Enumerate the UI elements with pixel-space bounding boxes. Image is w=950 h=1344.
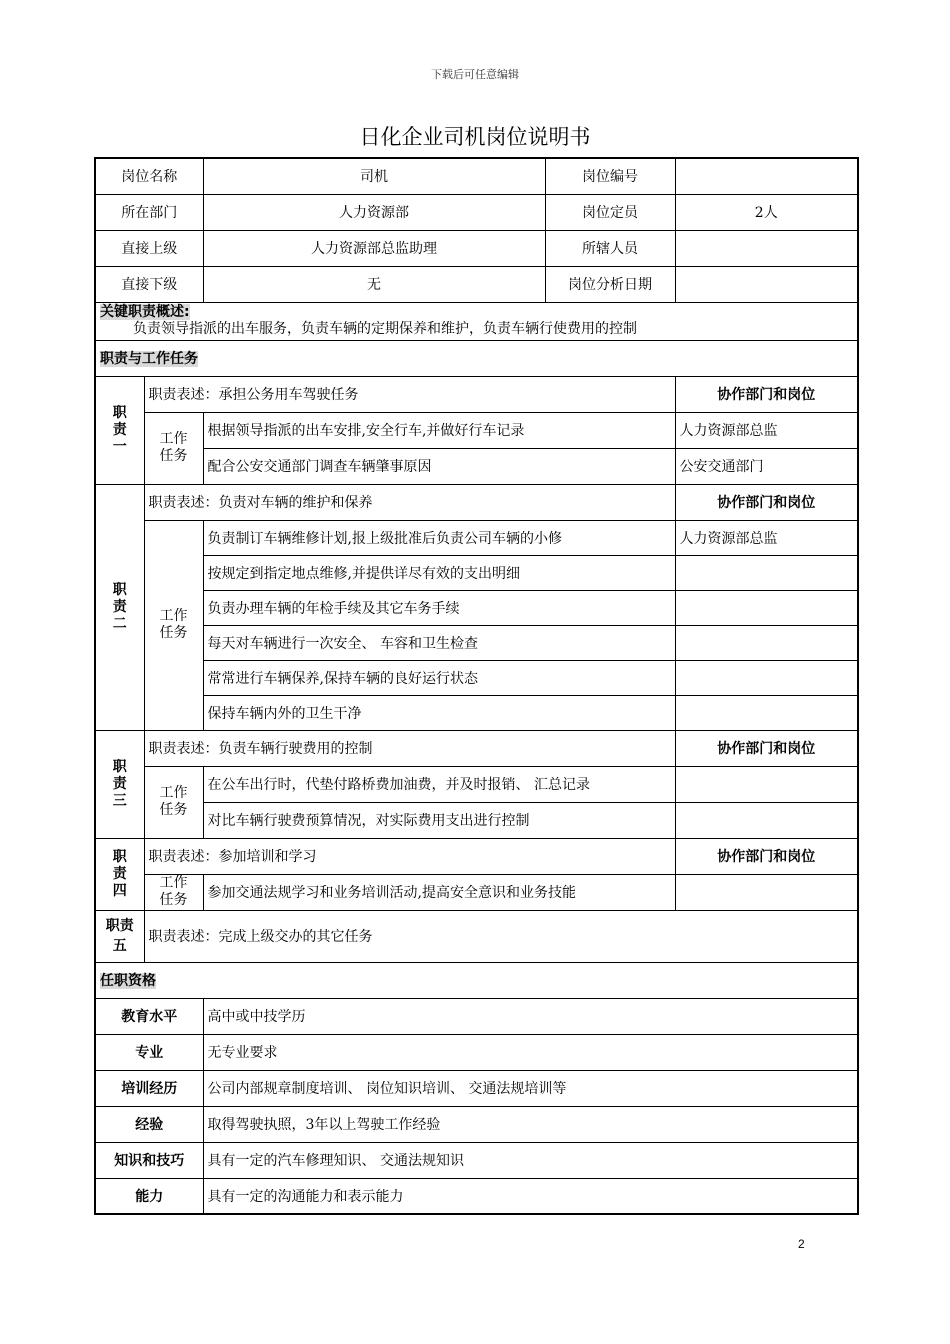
duty-1-task-label: 工作 任务	[144, 412, 203, 484]
duty-1-statement: 职责表述：承担公务用车驾驶任务	[144, 376, 675, 412]
qualification-row	[95, 998, 858, 1034]
duty-2-task-1: 负责制订车辆维修计划,报上级批准后负责公司车辆的小修	[203, 520, 675, 555]
info-row-subordinate	[95, 266, 858, 302]
label-direct-subordinate: 直接下级	[95, 266, 203, 302]
duty-3-task-row	[95, 766, 858, 802]
duty-3-label: 职 责 三	[95, 730, 144, 838]
qual-experience-label: 经验	[95, 1106, 203, 1142]
qualification-row	[95, 1106, 858, 1142]
duty-3-task-row	[95, 802, 858, 838]
value-position-name: 司机	[203, 158, 545, 194]
duty-4-collab-header: 协作部门和岗位	[675, 838, 858, 874]
info-row-superior	[95, 230, 858, 266]
qual-knowledge-value: 具有一定的汽车修理知识、 交通法规知识	[203, 1142, 858, 1178]
qual-ability-value: 具有一定的沟通能力和表示能力	[203, 1178, 858, 1214]
summary-label: 关键职责概述:	[100, 304, 190, 320]
qual-training-value: 公司内部规章制度培训、 岗位知识培训、 交通法规培训等	[203, 1070, 858, 1106]
label-position-code: 岗位编号	[545, 158, 675, 194]
value-position-code	[675, 158, 858, 194]
duty-1-task-1-collab: 人力资源部总监	[675, 412, 858, 448]
duty-2-task-2-collab	[675, 555, 858, 590]
duty-3-collab-header: 协作部门和岗位	[675, 730, 858, 766]
duties-heading-row	[95, 340, 858, 376]
duty-1-label: 职 责 一	[95, 376, 144, 484]
duty-3-task-1: 在公车出行时，代垫付路桥费加油费，并及时报销、 汇总记录	[203, 766, 675, 802]
duty-3-task-label: 工作 任务	[144, 766, 203, 838]
duty-2-task-row	[95, 520, 858, 555]
duty-2-task-4-collab	[675, 625, 858, 660]
value-department: 人力资源部	[203, 194, 545, 230]
duty-2-task-row	[95, 660, 858, 695]
qual-education-value: 高中或中技学历	[203, 998, 858, 1034]
duty-1-statement-row	[95, 376, 858, 412]
duty-2-task-6-collab	[675, 695, 858, 730]
duty-3-statement-row	[95, 730, 858, 766]
qual-education-label: 教育水平	[95, 998, 203, 1034]
summary-row	[95, 302, 858, 340]
duty-2-task-row	[95, 590, 858, 625]
duty-1-task-1: 根据领导指派的出车安排,安全行车,并做好行车记录	[203, 412, 675, 448]
value-analysis-date	[675, 266, 858, 302]
value-direct-superior: 人力资源部总监助理	[203, 230, 545, 266]
qual-ability-label: 能力	[95, 1178, 203, 1214]
duty-2-statement-row	[95, 484, 858, 520]
label-direct-superior: 直接上级	[95, 230, 203, 266]
key-duties-summary	[95, 302, 858, 340]
duty-3-statement: 职责表述：负责车辆行驶费用的控制	[144, 730, 675, 766]
label-analysis-date: 岗位分析日期	[545, 266, 675, 302]
duty-2-task-4: 每天对车辆进行一次安全、 车容和卫生检查	[203, 625, 675, 660]
duty-2-task-5: 常常进行车辆保养,保持车辆的良好运行状态	[203, 660, 675, 695]
qual-major-label: 专业	[95, 1034, 203, 1070]
duty-4-statement-row	[95, 838, 858, 874]
duty-4-label: 职 责 四	[95, 838, 144, 910]
duty-4-task-1: 参加交通法规学习和业务培训活动,提高安全意识和业务技能	[203, 874, 675, 910]
duty-4-statement: 职责表述：参加培训和学习	[144, 838, 675, 874]
duty-5-statement: 职责表述：完成上级交办的其它任务	[144, 910, 858, 962]
document-title: 日化企业司机岗位说明书	[359, 125, 591, 149]
value-direct-subordinate: 无	[203, 266, 545, 302]
duty-2-label: 职 责 二	[95, 484, 144, 730]
duty-2-collab-header: 协作部门和岗位	[675, 484, 858, 520]
value-subordinates	[675, 230, 858, 266]
duty-2-task-2: 按规定到指定地点维修,并提供详尽有效的支出明细	[203, 555, 675, 590]
duty-2-statement: 职责表述：负责对车辆的维护和保养	[144, 484, 675, 520]
duty-3-task-1-collab	[675, 766, 858, 802]
qualification-row	[95, 1070, 858, 1106]
duty-1-task-row	[95, 412, 858, 448]
duty-2-task-6: 保持车辆内外的卫生干净	[203, 695, 675, 730]
duty-2-task-row	[95, 555, 858, 590]
duty-4-task-label: 工作 任务	[144, 874, 203, 910]
page-number: 2	[798, 1237, 805, 1251]
duties-heading: 职责与工作任务	[95, 340, 858, 376]
duty-4-task-1-collab	[675, 874, 858, 910]
label-subordinates: 所辖人员	[545, 230, 675, 266]
duty-1-task-row	[95, 448, 858, 484]
duty-5-row	[95, 910, 858, 962]
duty-2-task-row	[95, 625, 858, 660]
info-row-department	[95, 194, 858, 230]
duty-4-task-row	[95, 874, 858, 910]
duty-2-task-label: 工作 任务	[144, 520, 203, 730]
qual-training-label: 培训经历	[95, 1070, 203, 1106]
info-row-position	[95, 158, 858, 194]
duty-3-task-2: 对比车辆行驶费预算情况，对实际费用支出进行控制	[203, 802, 675, 838]
duty-2-task-3: 负责办理车辆的年检手续及其它车务手续	[203, 590, 675, 625]
duty-1-collab-header: 协作部门和岗位	[675, 376, 858, 412]
qualification-row	[95, 1034, 858, 1070]
duty-5-label: 职责 五	[95, 910, 144, 962]
label-headcount: 岗位定员	[545, 194, 675, 230]
value-headcount: 2人	[675, 194, 858, 230]
duty-2-task-5-collab	[675, 660, 858, 695]
header-note: 下载后可任意编辑	[431, 68, 519, 81]
qual-experience-value: 取得驾驶执照，3年以上驾驶工作经验	[203, 1106, 858, 1142]
duty-2-task-row	[95, 695, 858, 730]
duty-2-task-1-collab: 人力资源部总监	[675, 520, 858, 555]
job-description-table	[94, 157, 859, 1215]
duty-2-task-3-collab	[675, 590, 858, 625]
duty-3-task-2-collab	[675, 802, 858, 838]
duty-1-task-2-collab: 公安交通部门	[675, 448, 858, 484]
summary-text: 负责领导指派的出车服务，负责车辆的定期保养和维护，负责车辆行使费用的控制	[133, 321, 637, 337]
qual-major-value: 无专业要求	[203, 1034, 858, 1070]
label-department: 所在部门	[95, 194, 203, 230]
qualifications-heading-row	[95, 962, 858, 998]
qualification-row	[95, 1178, 858, 1214]
duty-1-task-2: 配合公安交通部门调查车辆肇事原因	[203, 448, 675, 484]
qualifications-heading: 任职资格	[95, 962, 858, 998]
qual-knowledge-label: 知识和技巧	[95, 1142, 203, 1178]
qualification-row	[95, 1142, 858, 1178]
label-position-name: 岗位名称	[95, 158, 203, 194]
